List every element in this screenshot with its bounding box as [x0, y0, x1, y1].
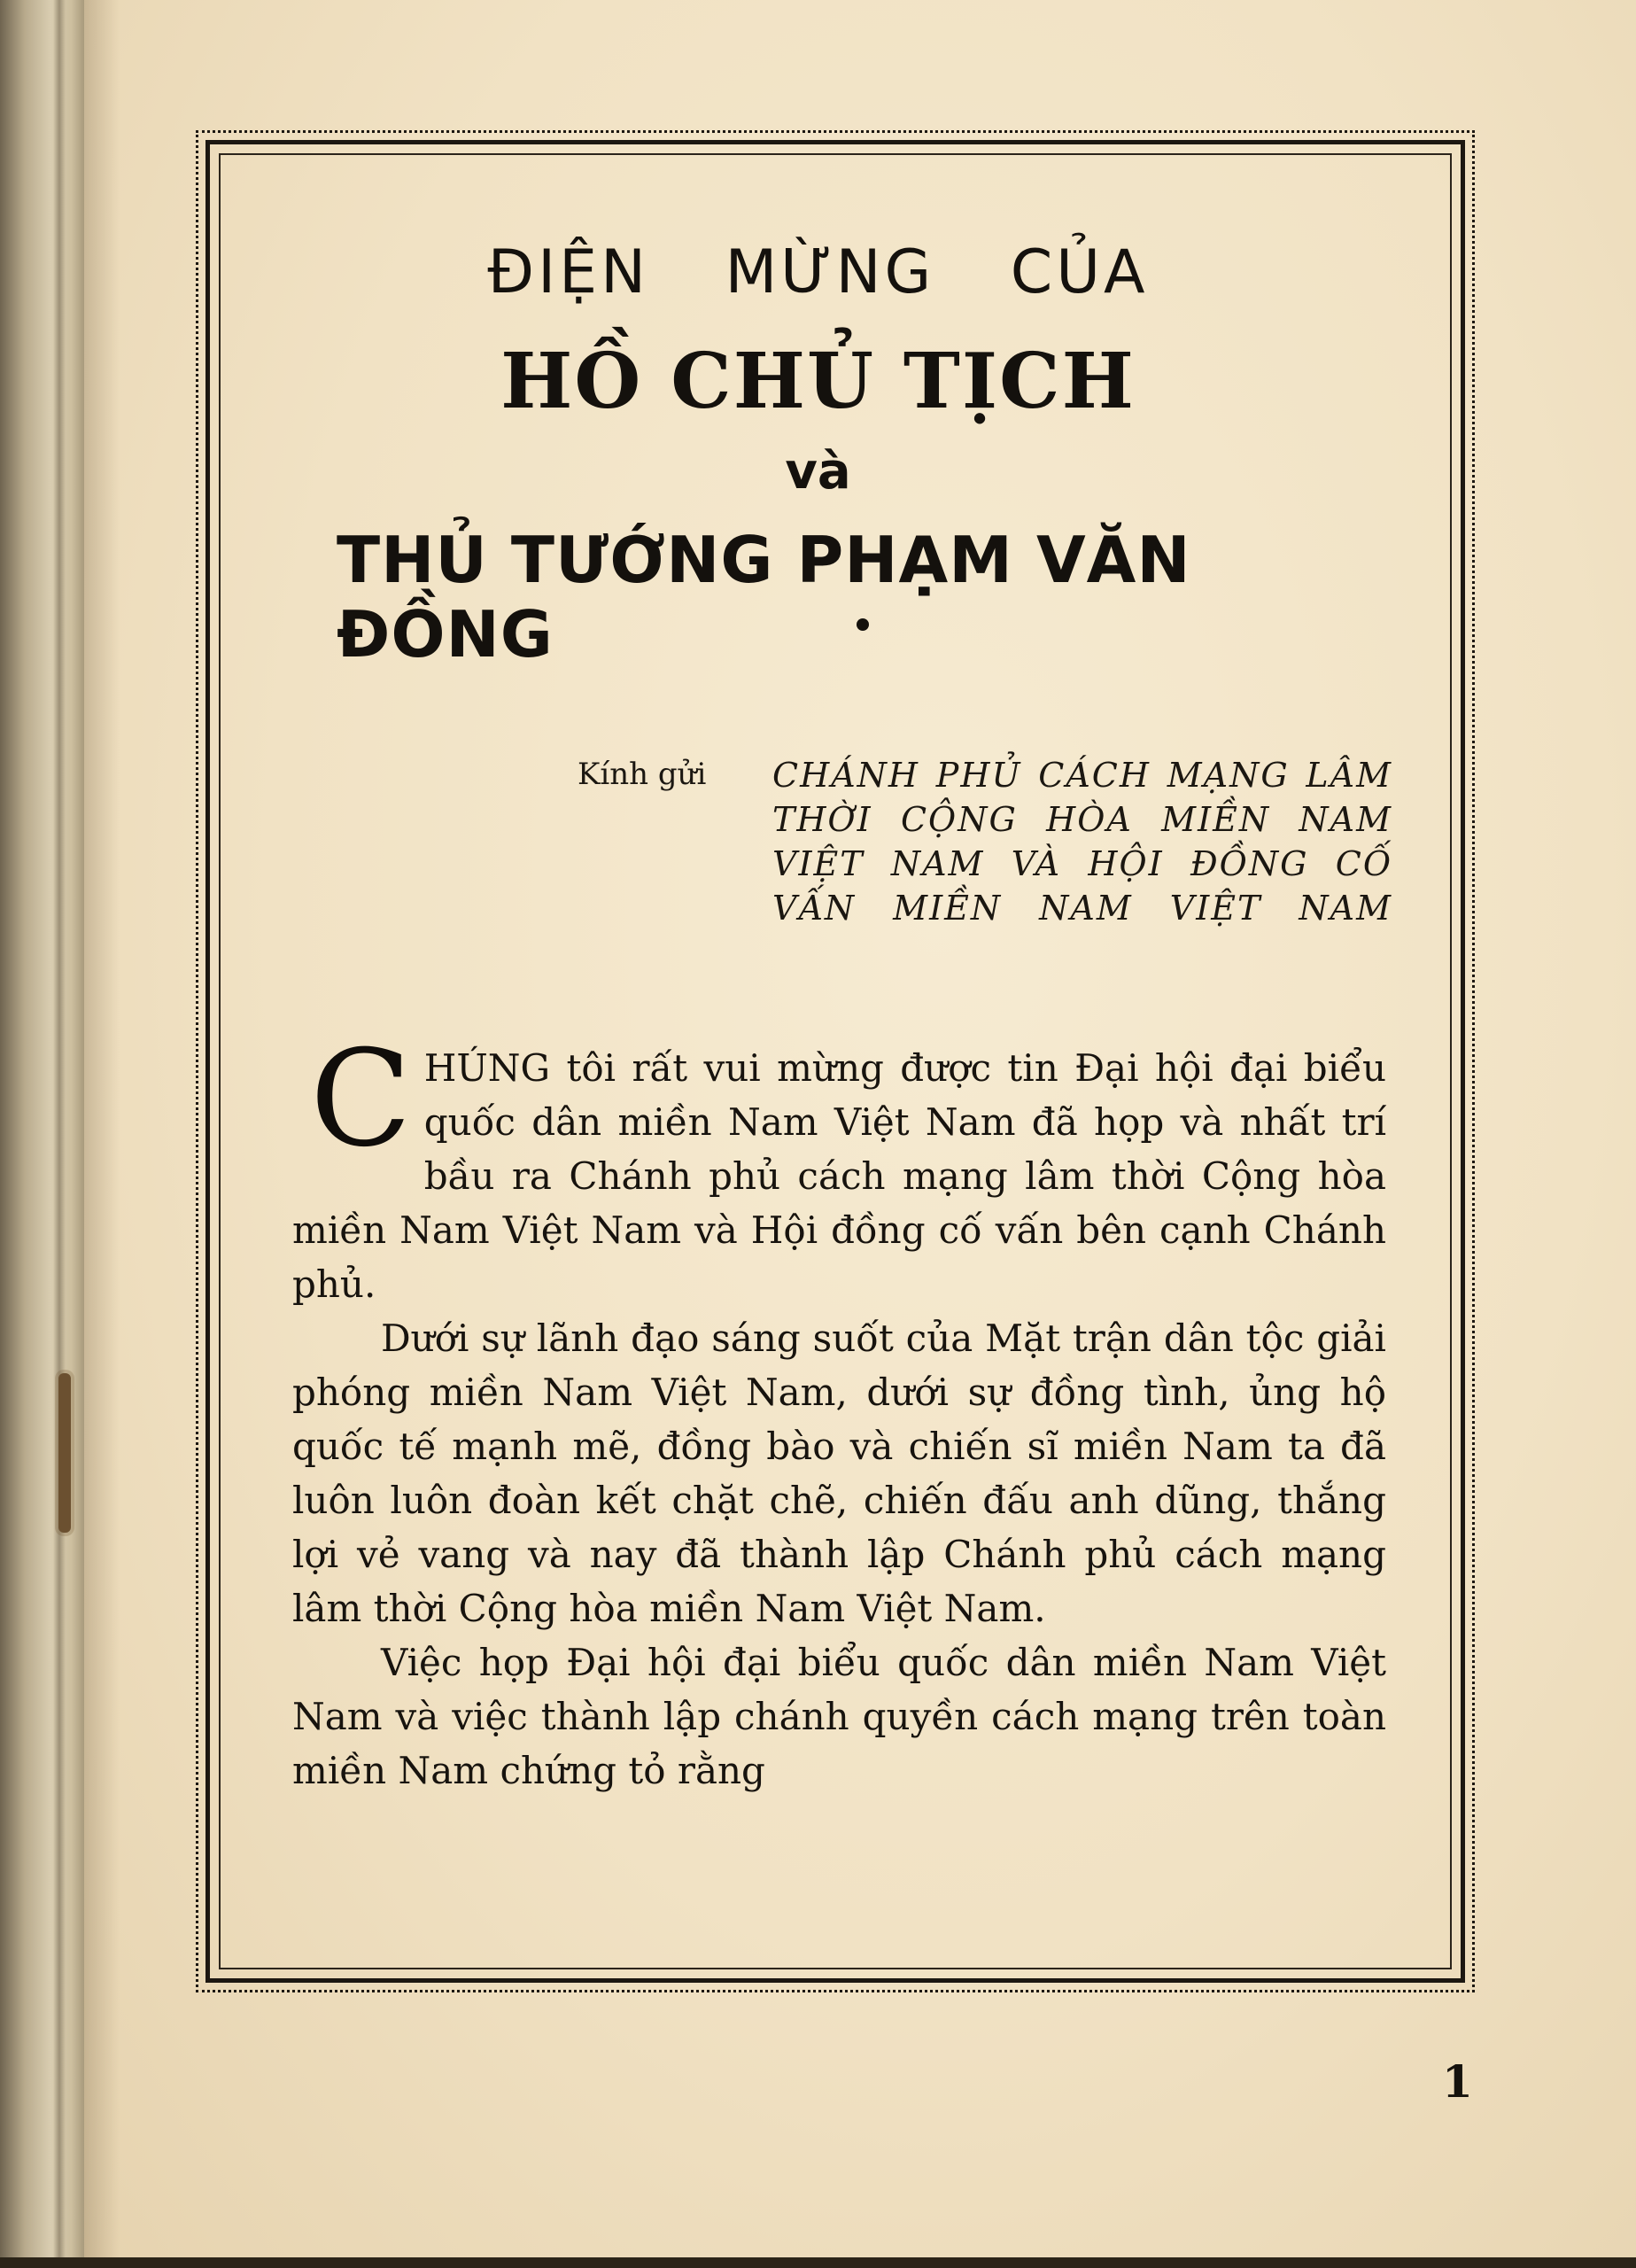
salutation-label: Kính gửi	[578, 757, 707, 792]
title-line-3: và	[785, 443, 851, 501]
paragraph-1-text: HÚNG tôi rất vui mừng được tin Đại hội đại biểu quốc dân miền Nam Việt Nam đã họp và nhất trí bầu ra Chánh phủ cách mạng lâm thời Cộng hòa miền Nam Việt Nam và Hội đồng cố vấn bên cạnh Chánh phủ.	[292, 1046, 1386, 1306]
page-bottom-edge	[0, 2257, 1636, 2268]
body-text	[292, 1022, 1386, 1798]
salutation-recipients: CHÁNH PHỦ CÁCH MẠNG LÂM THỜI CỘNG HÒA MIỀN NAM VIỆT NAM VÀ HỘI ĐỒNG CỐ VẤN MIỀN NAM VIỆT NAM	[772, 756, 1392, 928]
title-line-1: ĐIỆN MỪNG CỦA	[487, 237, 1149, 307]
paragraph-3: Việc họp Đại hội đại biểu quốc dân miền Nam Việt Nam và việc thành lập chánh quyền cách mạng trên toàn miền Nam chứng tỏ rằng	[292, 1641, 1386, 1792]
staple-bottom	[58, 1373, 71, 1533]
drop-cap: C	[310, 1022, 412, 1177]
title-line-2: HỒ CHỦ TỊCH	[500, 337, 1136, 426]
title-line-4: THỦ TƯỚNG PHẠM VĂN ĐỒNG	[337, 523, 1191, 672]
title-bullet-dot	[857, 618, 869, 631]
paragraph-2: Dưới sự lãnh đạo sáng suốt của Mặt trận dân tộc giải phóng miền Nam Việt Nam, dưới sự đồng tình, ủng hộ quốc tế mạnh mẽ, đồng bào và chiến sĩ miền Nam ta đã luôn luôn đoàn kết chặt chẽ, chiến đấu anh dũng, thắng lợi vẻ vang và nay đã thành lập Chánh phủ cách mạng lâm thời Cộng hòa miền Nam Việt Nam.	[292, 1317, 1386, 1630]
page-number: 1	[1442, 2055, 1473, 2108]
paragraph-1	[292, 1022, 1386, 1311]
